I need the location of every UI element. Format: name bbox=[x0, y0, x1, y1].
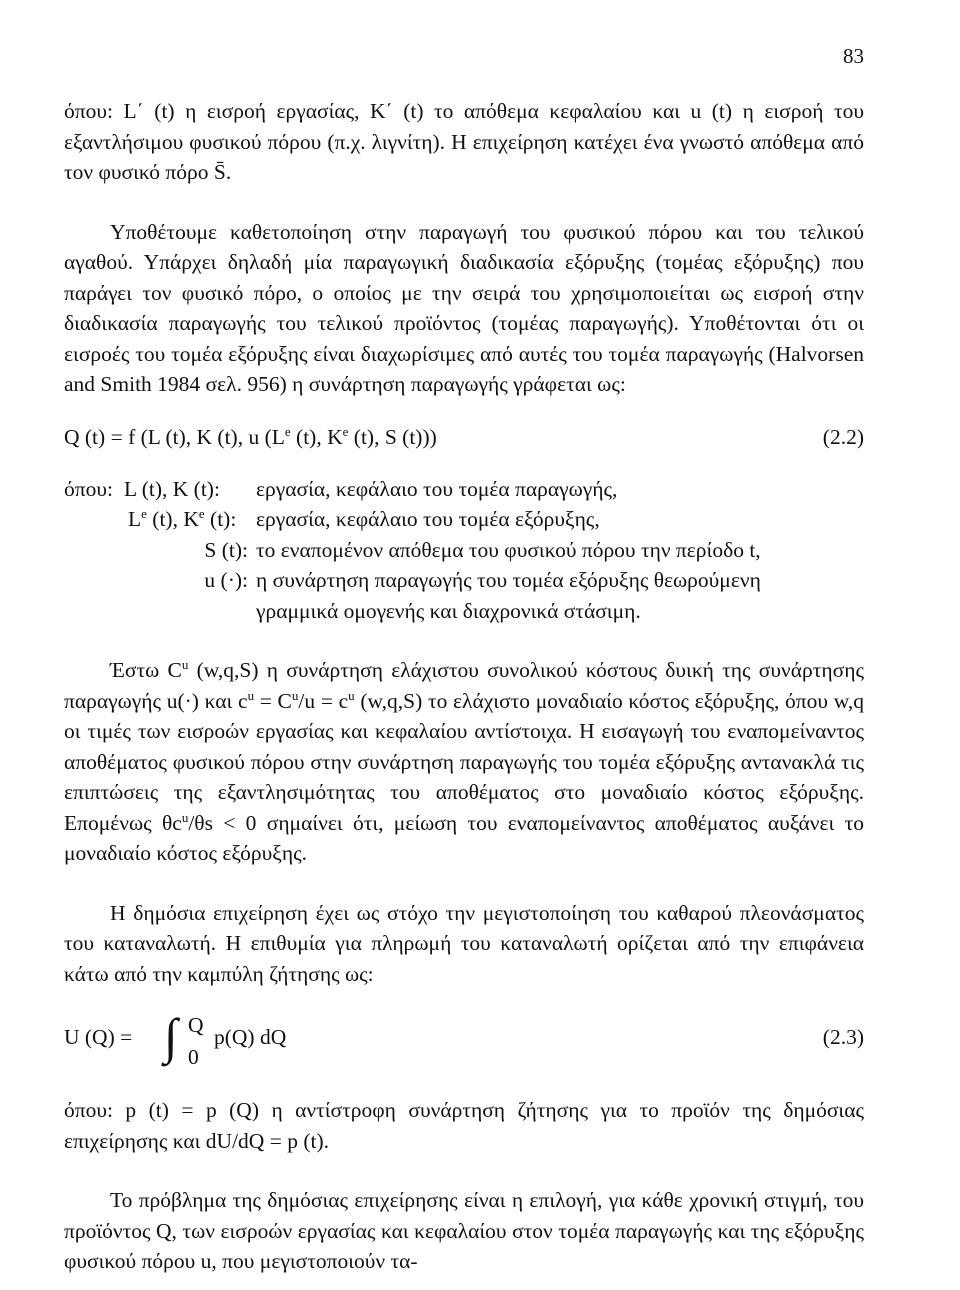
p3-sup: u bbox=[348, 687, 355, 703]
paragraph-4: Η δημόσια επιχείρηση έχει ως στόχο την μεγιστοποίηση του καθαρού πλεονάσματος του καταναλωτή. Η επιθυμία για πληρωμή του καταναλωτή ορίζεται από την επιφάνεια κάτω από την καμπύλη ζήτησης ως: bbox=[64, 900, 864, 986]
equation-2-2 bbox=[64, 420, 864, 454]
p3-text: /θs < 0 σημαίνει ότι, μείωση του εναπομείναντος αποθέματος αυξάνει το μοναδιαίο κόστος εξόρυξης. bbox=[64, 810, 864, 865]
definition-text: η συνάρτηση παραγωγής του τομέα εξόρυξης θεωρούμενη bbox=[256, 568, 761, 592]
definition-term: u (·): bbox=[204, 568, 248, 592]
definition-continuation: γραμμικά ομογενής και διαχρονικά στάσιμη. bbox=[256, 598, 641, 623]
definition-term: S (t): bbox=[204, 537, 248, 562]
eq-sup: e bbox=[342, 423, 349, 439]
def-text: L bbox=[128, 507, 142, 531]
definition-row bbox=[64, 565, 864, 596]
def-sup: e bbox=[141, 506, 147, 521]
definition-term: L (t), K (t): bbox=[124, 476, 220, 501]
p3-sup: u bbox=[247, 687, 255, 703]
def-text: (t), K bbox=[146, 507, 199, 531]
paragraph-2: Υποθέτουμε καθετοποίηση στην παραγωγή του φυσικού πόρου και του τελικού αγαθού. Υπάρχει δηλαδή μία παραγωγική διαδικασία εξόρυξης (τομέας εξόρυξης) που παράγει τον φυσικό πόρο, ο οποίος με την σειρά του χρησιμοποιείται ως εισροή στην διαδικασία παραγωγής του τελικού προϊόντος (τομέας παραγωγής). Υποθέτονται ότι οι εισροές του τομέα εξόρυξης είναι διαχωρίσιμες από αυτές του τομέα παραγωγής (Halvorsen and Smith 1984 σελ. 956) η συνάρτηση παραγωγής γράφεται ως: bbox=[64, 219, 864, 396]
integrand: p(Q) dQ bbox=[214, 1025, 287, 1049]
equation-2-3 bbox=[64, 1009, 864, 1075]
definition-row bbox=[64, 474, 864, 505]
page-number: 83 bbox=[843, 44, 864, 68]
paragraph-3 bbox=[64, 655, 864, 869]
definition-row bbox=[64, 535, 864, 566]
p3-text: (w,q,S) η συνάρτηση ελάχιστου συνολικού κόστους δυική της συνάρτησης παραγωγής u(·) και c bbox=[64, 658, 864, 713]
paragraph-5: όπου: p (t) = p (Q) η αντίστροφη συνάρτηση ζήτησης για το προϊόν της δημόσιας επιχείρησης και dU/dQ = p (t). bbox=[64, 1098, 864, 1153]
eq-text: (t), S (t))) bbox=[348, 424, 437, 449]
p3-text: Έστω C bbox=[110, 658, 182, 682]
definition-term bbox=[64, 504, 256, 535]
definition-text: εργασία, κεφάλαιο του τομέα παραγωγής, bbox=[256, 476, 618, 501]
eq-text: (t), K bbox=[290, 424, 343, 449]
page-body bbox=[64, 96, 864, 1277]
paragraph-6: Το πρόβλημα της δημόσιας επιχείρησης είναι η επιλογή, για κάθε χρονική στιγμή, του προϊόντος Q, των εισροών εργασίας και κεφαλαίου στον τομέα παραγωγής και της εξόρυξης φυσικού πόρου u, που μεγιστοποιούν τα- bbox=[64, 1188, 864, 1273]
p3-sup: u bbox=[181, 809, 189, 825]
eq-sup: e bbox=[284, 423, 291, 439]
definition-text: το εναπομένον απόθεμα του φυσικού πόρου την περίοδο t, bbox=[256, 537, 761, 562]
def-text: (t): bbox=[204, 507, 237, 531]
definition-text: εργασία, κεφάλαιο του τομέα εξόρυξης, bbox=[256, 507, 600, 531]
p3-text: (w,q,S) το ελάχιστο μοναδιαίο κόστος εξόρυξης, όπου w,q οι τιμές των εισροών εργασίας και κεφαλαίου αντίστοιχα. Η εισαγωγή του εναπομείναντος αποθέματος φυσικού πόρου στην συνάρτηση παραγωγής του τομέα εξόρυξης αντανακλά τις επιπτώσεις της εξαντλησιμότητας του αποθέματος στο μοναδιαίο κόστος εξόρυξης. Επομένως θc bbox=[64, 688, 864, 835]
def-sup: e bbox=[198, 506, 205, 521]
equation-number: (2.2) bbox=[822, 424, 864, 449]
integral-sign: ∫ bbox=[164, 1008, 178, 1064]
paragraph-1: όπου: L΄ (t) η εισροή εργασίας, K΄ (t) το απόθεμα κεφαλαίου και u (t) η εισροή του εξαντλήσιμου φυσικού πόρου (π.χ. λιγνίτη). Η επιχείρηση κατέχει ένα γνωστό απόθεμα από τον φυσικό πόρο S̄. bbox=[64, 99, 864, 184]
equation-2-2-body bbox=[64, 420, 437, 454]
p3-sup: u bbox=[181, 657, 189, 672]
p3-text: /u = c bbox=[298, 688, 349, 713]
equation-number: (2.3) bbox=[822, 1025, 864, 1049]
integral-lower-limit: 0 bbox=[188, 1045, 199, 1069]
integral-upper-limit: Q bbox=[188, 1013, 204, 1037]
definitions-lead: όπου: bbox=[64, 476, 113, 501]
eq-text: Q (t) = f (L (t), K (t), u (L bbox=[64, 424, 285, 449]
p3-text: = C bbox=[254, 688, 292, 713]
integral-lhs: U (Q) = bbox=[64, 1025, 133, 1049]
p3-sup: u bbox=[291, 687, 299, 703]
definitions-list bbox=[64, 474, 864, 627]
definition-row bbox=[64, 504, 864, 535]
